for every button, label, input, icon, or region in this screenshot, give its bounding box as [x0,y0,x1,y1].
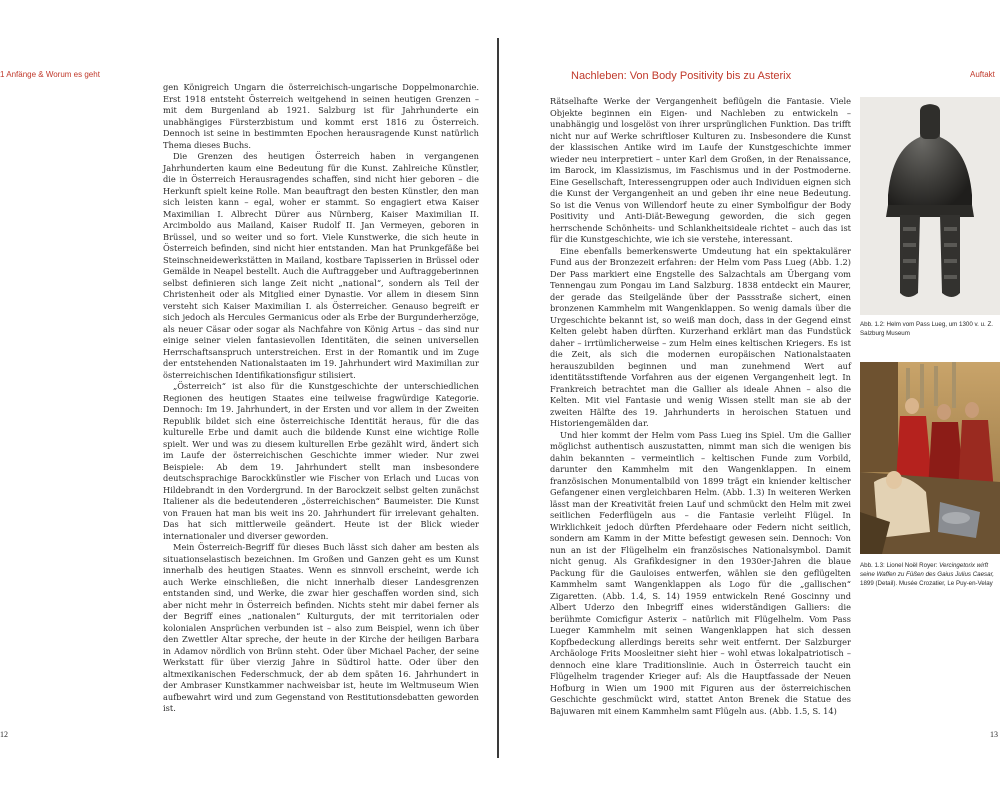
painting-caption-rest: 1899 (Detail). Musée Crozatier, Le Puy-en-Velay [860,580,993,587]
paragraph: gen Königreich Ungarn die österreichisch-ungarische Doppelmonarchie. Erst 1918 entsteht Österreich weitgehend in seinen heutigen Grenzen – mit dem Burgenland ab 1921. Salzburg ist für Jahrhunderte ein unabhängiges Fürsterzbistum und kommt erst 1816 zu Österreich. Dennoch ist seine in bestimmten Epochen herausragende Kunst natürlich Thema dieses Buchs. [163,82,479,150]
left-text-column [163,82,479,715]
right-text-column [550,96,851,717]
paragraph: Rätselhafte Werke der Vergangenheit beflügeln die Fantasie. Viele Objekte beginnen ein Eigen- und Nachleben zu entwickeln – unabhängig und losgelöst von ihrer ursprünglichen Funktion. Das trifft nicht nur auf Werke schriftloser Kulturen zu. Insbesondere die Kunst der klassischen Antike wird im Laufe der Kunstgeschichte immer wieder neu interpretiert – unter Karl dem Großen, in der Renaissance, im Barock, im Klassizismus, im Faschismus und in der Postmoderne. Eine Gesellschaft, Interessengruppen oder auch Individuen eignen sich die Kunst der Vergangenheit an und geben ihr eine neue Bedeutung. So ist die Venus von Willendorf heute zu einer Symbolfigur der Body Positivity und Anti-Diät-Bewegung geworden, die sich gegen herrschende Schönheits- und Schlankheitsideale richtet – auch das ist für die Kunstgeschichte, wie ich sie verstehe, interessant. [550,96,851,244]
paragraph: Mein Österreich-Begriff für dieses Buch lässt sich daher am besten als situationselastisch bezeichnen. Im Großen und Ganzen geht es um Kunst innerhalb des heutigen Staates. Wenn es sinnvoll erscheint, werde ich auch Werke einschließen, die nicht innerhalb dieser Landesgrenzen entstanden sind, und Werke, die zwar hier geschaffen worden sind, sich aber nicht mehr in Österreich befinden. Nichts steht mir dabei ferner als der Begriff eines „nationalen“ Kulturguts, der mit territorialen oder kolonialen Ansprüchen verbunden ist – also zum Beispiel, wenn ich über den Zwettler Altar spreche, der heute in der Kirche der heiligen Barbara in Adamov nördlich von Brünn steht. Oder über Michael Pacher, der seine Werkstatt für über vierzig Jahre in Südtirol hatte. Oder über den altmexikanischen Federschmuck, der ab dem späten 16. Jahrhundert in der Ambraser Kunstkammer nachweisbar ist, heute im Weltmuseum Wien aufbewahrt wird und zum Gegenstand von Restitutionsdebatten geworden ist. [163,542,479,713]
painting-illustration [860,362,1000,554]
painting-caption [860,561,1000,588]
paragraph: Und hier kommt der Helm vom Pass Lueg ins Spiel. Um die Gallier möglichst authentisch auszustatten, nimmt man sich die wenigen bis dahin bekannten – vermeintlich – keltischen Funde zum Vorbild, darunter den Kammhelm mit den Wangenklappen. In einem französischen Monumentalbild von 1899 trägt ein kniender keltischer Gefangener einen vergleichbaren Helm. (Abb. 1.3) In weiteren Werken lässt man der Kreativität freien Lauf und schmückt den Helm mit zwei seitlichen Federflügeln aus – die Fantasie verleiht Flügel. In Wirklichkeit jedoch dürften Pferdehaare oder Federn nicht seitlich, sondern am Kamm in der Mitte befestigt gewesen sein. Dennoch: Von nun an ist der Flügelhelm ein französisches Nationalsymbol. Damit nicht genug. Als Grafikdesigner in den 1930er-Jahren die blaue Packung für die Gauloises entwerfen, wählen sie den geflügelten Kammhelm samt Wangenklappen als Logo für die „gallischen“ Zigaretten. (Abb. 1.4, S. 14) 1959 entwickeln René Goscinny und Albert Uderzo den Inbegriff eines widerständigen Galliers: die berühmte Comicfigur Asterix – natürlich mit Flügelhelm. Vom Pass Lueger Kammhelm mit seinen Wangenklappen hat sich dessen Kopfbedeckung allerdings bereits sehr weit entfernt. Der Salzburger Archäologe Frits Moosleitner sieht hier – wohl etwas lokalpatriotisch – dennoch eine klare Traditionslinie. Auch in Österreich taucht ein Flügelhelm tragender Krieger auf: Als die Hauptfassade der Neuen Hofburg in Wien um 1900 mit Figuren aus der österreichischen Geschichte geschmückt wird, stattet Anton Brenek die Statue des Bajuwaren mit einem Kammhelm samt Flügeln aus. (Abb. 1.5, S. 14) [550,429,851,716]
right-page [503,0,1000,800]
paragraph: Die Grenzen des heutigen Österreich haben in vergangenen Jahrhunderten kaum eine Bedeutung für die Kunst. Zahlreiche Künstler, die in Österreich Herausragendes schaffen, sind nicht hier geboren – die Herkunft spielt keine Rolle. Man beauftragt den besten Künstler, den man sich leisten kann – egal, woher er stammt. So engagiert etwa Kaiser Maximilian I. Albrecht Dürer aus Nürnberg, Kaiser Maximilian II. Arcimboldo aus Mailand, Kaiser Rudolf II. Jan Vermeyen, geboren in Brüssel, und so weiter und so fort. Viele Kunstwerke, die sich heute in Österreich befinden, sind nicht hier entstanden. Man hat Prunkgefäße bei Steinschneidewerkstätten in Mailand, kostbare Tapisserien in Brüssel oder Gemälde in Neapel bestellt. Auch die Auftraggeber und Auftraggeberinnen selbst definieren sich lange Zeit nicht „national“, sondern als Teil der Christenheit oder als Mitglied einer Dynastie. Vor allem in diesem Sinn versteht sich Kaiser Maximilian I. als Österreicher. Genauso begreift er sich jedoch als Hercules Germanicus oder als Erbe der Burgunderherzöge, als neuer Cäsar oder sogar als Nachfahre von König Artus – das sind nur einige seiner vielen fantasievollen Identitäten, die seinen universellen Herrschaftsanspruch unterstreichen. Erst in der Romantik und im Zuge der entstehenden Nationalstaaten im 19. Jahrhundert wird Maximilian zur österreichischen Identifikationsfigur stilisiert. [163,151,479,380]
book-gutter [497,38,499,758]
painting-photo [860,362,1000,554]
right-running-head: Nachleben: Von Body Positivity bis zu Asterix [571,70,792,82]
right-running-head-tail: Auftakt [970,70,995,79]
helmet-illustration [860,97,1000,315]
paragraph: Eine ebenfalls bemerkenswerte Umdeutung hat ein spektakulärer Fund aus der Bronzezeit erfahren: der Helm vom Pass Lueg (Abb. 1.2) Der Pass markiert eine Engstelle des Salzachtals am Übergang vom Tennengau zum Pongau im Land Salzburg. 1838 entdeckt ein Maurer, der gerade das Steilgelände über der Passstraße sichert, einen bronzenen Kammhelm mit Wangenklappen. So wenig damals über die Urgeschichte bekannt ist, so weiß man doch, dass in der Gegend einst Kelten gelebt haben dürften. Kurzerhand erklärt man das Fundstück daher – irrtümlicherweise – zum Helm eines keltischen Kriegers. Es ist die Zeit, als sich die modernen europäischen Nationalstaaten herauszubilden beginnen und man zunehmend Wert auf identitätsstiftende Vorfahren aus der eigenen Vergangenheit legt. In Frankreich betrachtet man die Gallier als ideale Ahnen – also die Kelten. Mit viel Fantasie und wenig Wissen stellt man sie ab der zweiten Hälfte des 19. Jahrhunderts in heroischen Statuen und Historiengemälden dar. [550,245,851,428]
helmet-photo [860,97,1000,315]
right-page-number: 13 [990,730,998,739]
paragraph: „Österreich“ ist also für die Kunstgeschichte der unterschiedlichen Regionen des heutigen Staates eine teilweise fragwürdige Kategorie. Dennoch: Im 19. Jahrhundert, in der Ersten und vor allem in der Zweiten Republik bildet sich eine österreichische Identität heraus, für die das kulturelle Erbe und damit auch die bildende Kunst eine wichtige Rolle spielt. Wer und was zu diesem kulturellen Erbe gezählt wird, ändert sich im Laufe der österreichischen Geschichte immer wieder. Nur zwei Beispiele: Ab dem 19. Jahrhundert stellt man insbesondere deutschsprachige Barockkünstler wie Fischer von Erlach und Lucas von Hildebrandt in den Vordergrund. In der Barockzeit selbst gelten zunächst Italiener als die bedeutenderen „österreichischen“ Baumeister. Die Kunst von Frauen hat man bis weit ins 20. Jahrhundert für irrelevant gehalten. Das hat sich mittlerweile geändert. Heute ist der Blick wieder internationaler und diverser geworden. [163,381,479,541]
left-running-head: 1 Anfänge & Worum es geht [0,70,100,79]
painting-caption-label: Abb. 1.3: Lionel Noël Royer: [860,562,938,569]
painting-caption-title: Vercingetorix wirft seine Waffen zu Füßen des Gaius Julius Caesar, [860,562,995,578]
helmet-caption: Abb. 1.2: Helm vom Pass Lueg, um 1300 v. u. Z. Salzburg Museum [860,321,993,337]
left-page [0,0,497,800]
left-page-number: 12 [0,730,8,739]
